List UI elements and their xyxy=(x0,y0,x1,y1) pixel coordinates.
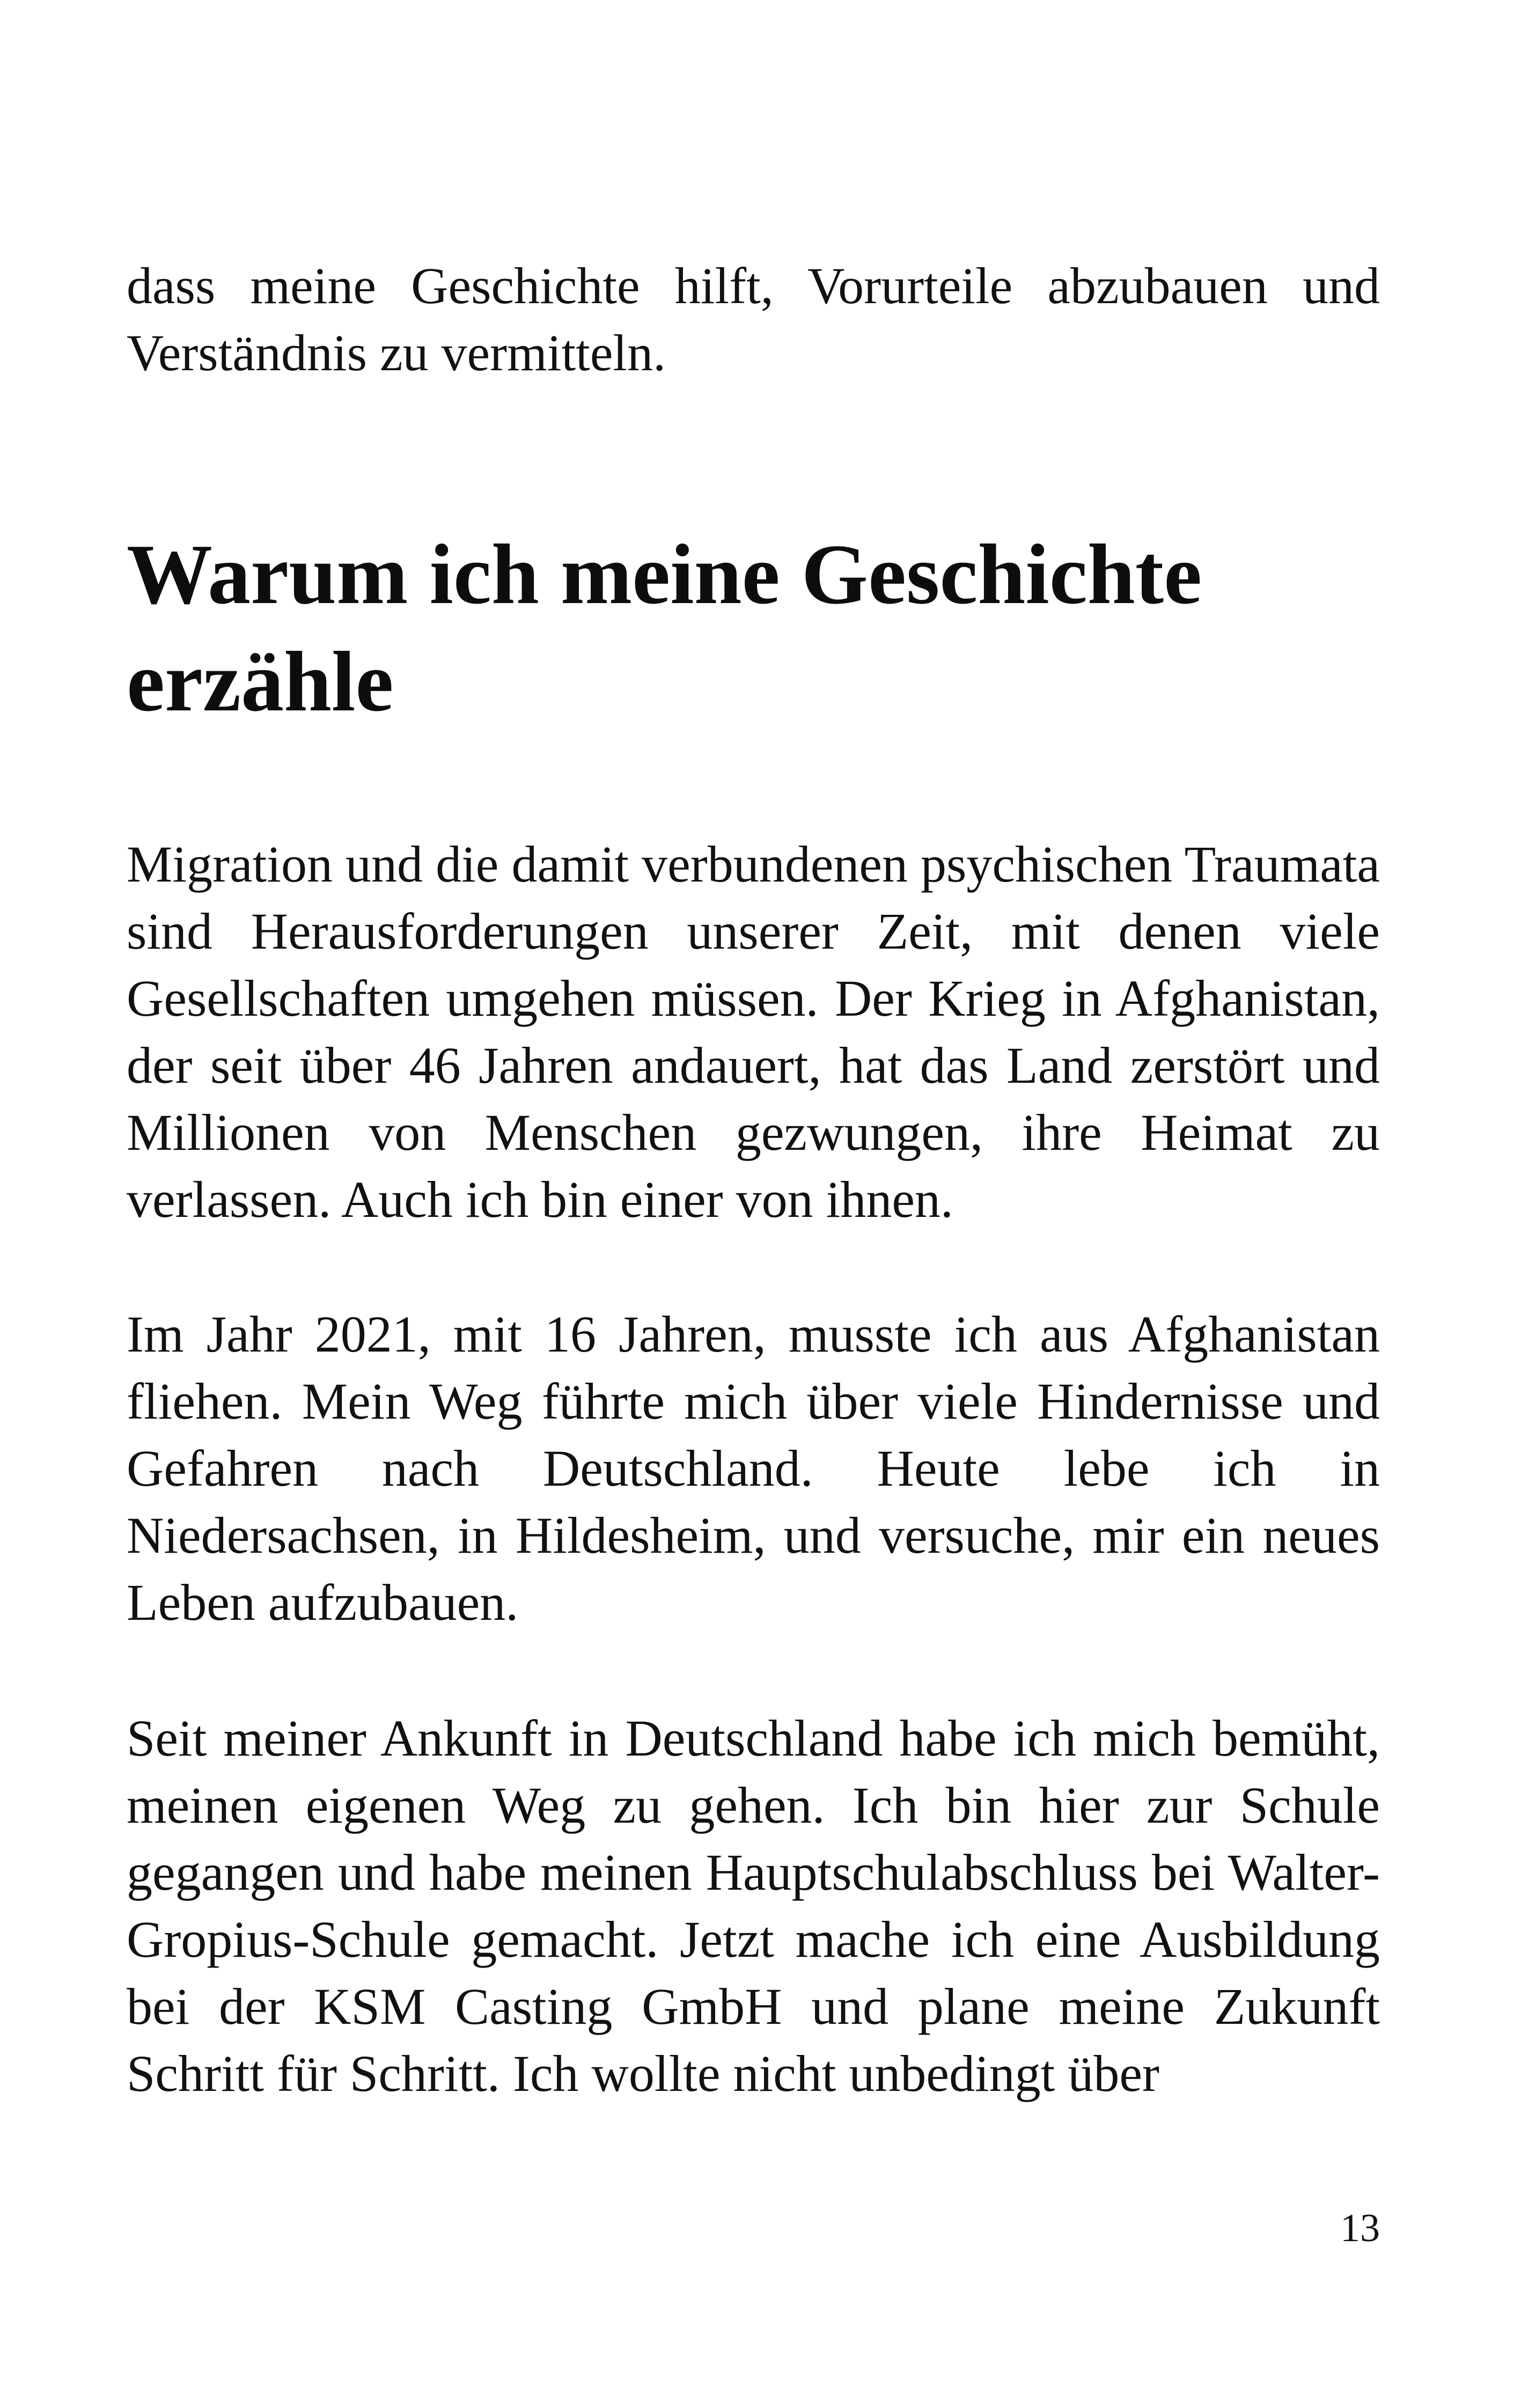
paragraph-1 xyxy=(127,831,1380,1233)
paragraph-3-text: Seit meiner Ankunft in Deutschland habe ich mich bemüht, meinen eigenen Weg zu gehen. Ich bin hier zur Schule gegangen und habe meinen Hauptschulabschluss bei Walter-Gropius-Schule gemacht. Jetzt mache ich eine Ausbildung bei der KSM Casting GmbH und plane meine Zukunft Schritt für Schritt. Ich wollte nicht unbedingt über xyxy=(127,1709,1380,2102)
paragraph-2-text: Im Jahr 2021, mit 16 Jahren, musste ich aus Afghanistan fliehen. Mein Weg führte mich über viele Hindernisse und Gefahren nach Deutschland. Heute lebe ich in Niedersachsen, in Hildesheim, und versuche, mir ein neues Leben aufzubauen. xyxy=(127,1305,1380,1631)
intro-paragraph-text: dass meine Geschichte hilft, Vorurteile abzubauen und Verständnis zu vermitteln. xyxy=(127,257,1380,381)
paragraph-2 xyxy=(127,1301,1380,1636)
paragraph-1-text: Migration und die damit verbundenen psychischen Traumata sind Herausforderungen unserer Zeit, mit denen viele Gesellschaften umgehen müssen. Der Krieg in Afghanistan, der seit über 46 Jahren andauert, hat das Land zerstört und Millionen von Menschen gezwungen, ihre Heimat zu verlassen. Auch ich bin einer von ihnen. xyxy=(127,835,1380,1228)
paragraph-3 xyxy=(127,1705,1380,2107)
page-number: 13 xyxy=(1340,2206,1380,2250)
chapter-heading: Warum ich meine Geschichte erzähle xyxy=(127,526,1202,729)
intro-paragraph xyxy=(127,252,1380,386)
